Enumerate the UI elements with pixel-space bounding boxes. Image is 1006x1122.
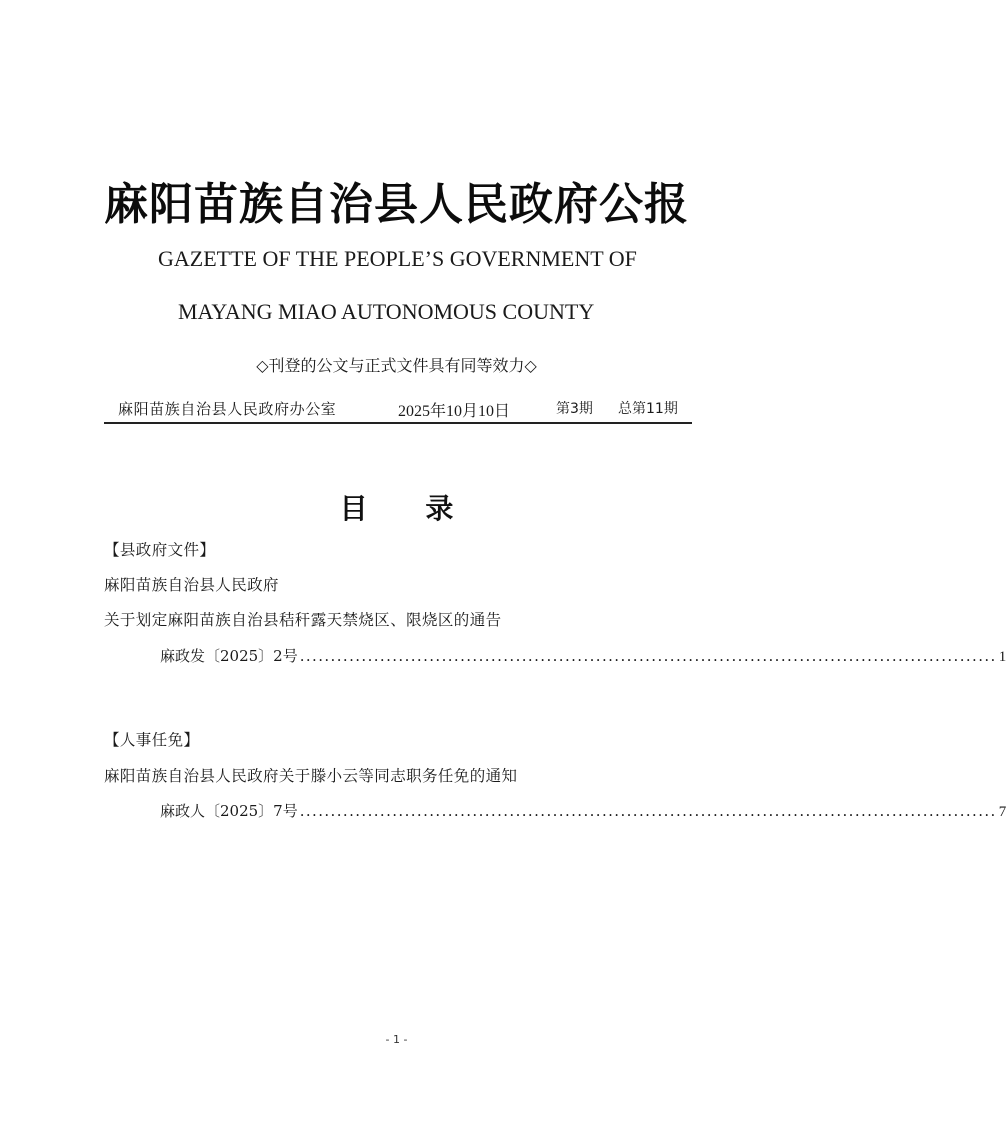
section-heading: 【人事任免】: [104, 731, 200, 749]
toc-doc-entry[interactable]: [160, 645, 1006, 666]
page-ref: 1: [998, 649, 1006, 665]
page-ref: 7: [998, 804, 1006, 820]
leader-dots: .................................................................................................................: [299, 647, 997, 665]
doc-number: 麻政发〔2025〕2号: [160, 647, 298, 665]
section-heading: 【县政府文件】: [104, 541, 216, 559]
issuing-office: 麻阳苗族自治县人民政府办公室: [118, 400, 337, 418]
toc-doc-entry[interactable]: [160, 800, 1006, 821]
toc-title: 目 录: [339, 492, 478, 525]
issue-number: 第3期: [556, 401, 593, 417]
gazette-title-cn: 麻阳苗族自治县人民政府公报: [104, 179, 689, 230]
issue-date: 2025年10月10日: [398, 403, 511, 420]
toc-entry-line[interactable]: 麻阳苗族自治县人民政府关于滕小云等同志职务任免的通知: [104, 767, 518, 785]
gazette-title-en-line2: MAYANG MIAO AUTONOMOUS COUNTY: [178, 299, 595, 324]
toc-entry-line[interactable]: 麻阳苗族自治县人民政府: [104, 576, 279, 594]
total-issue-number: 总第11期: [618, 401, 678, 417]
slogan: ◇刊登的公文与正式文件具有同等效力◇: [256, 356, 537, 375]
gazette-title-en-line1: GAZETTE OF THE PEOPLE’S GOVERNMENT OF: [158, 246, 637, 271]
doc-number: 麻政人〔2025〕7号: [160, 802, 298, 820]
leader-dots: .................................................................................................................: [299, 802, 997, 820]
page-number: - 1 -: [385, 1033, 408, 1046]
issue-info-bar: [104, 396, 692, 424]
toc-entry-line[interactable]: 关于划定麻阳苗族自治县秸秆露天禁烧区、限烧区的通告: [104, 611, 502, 629]
